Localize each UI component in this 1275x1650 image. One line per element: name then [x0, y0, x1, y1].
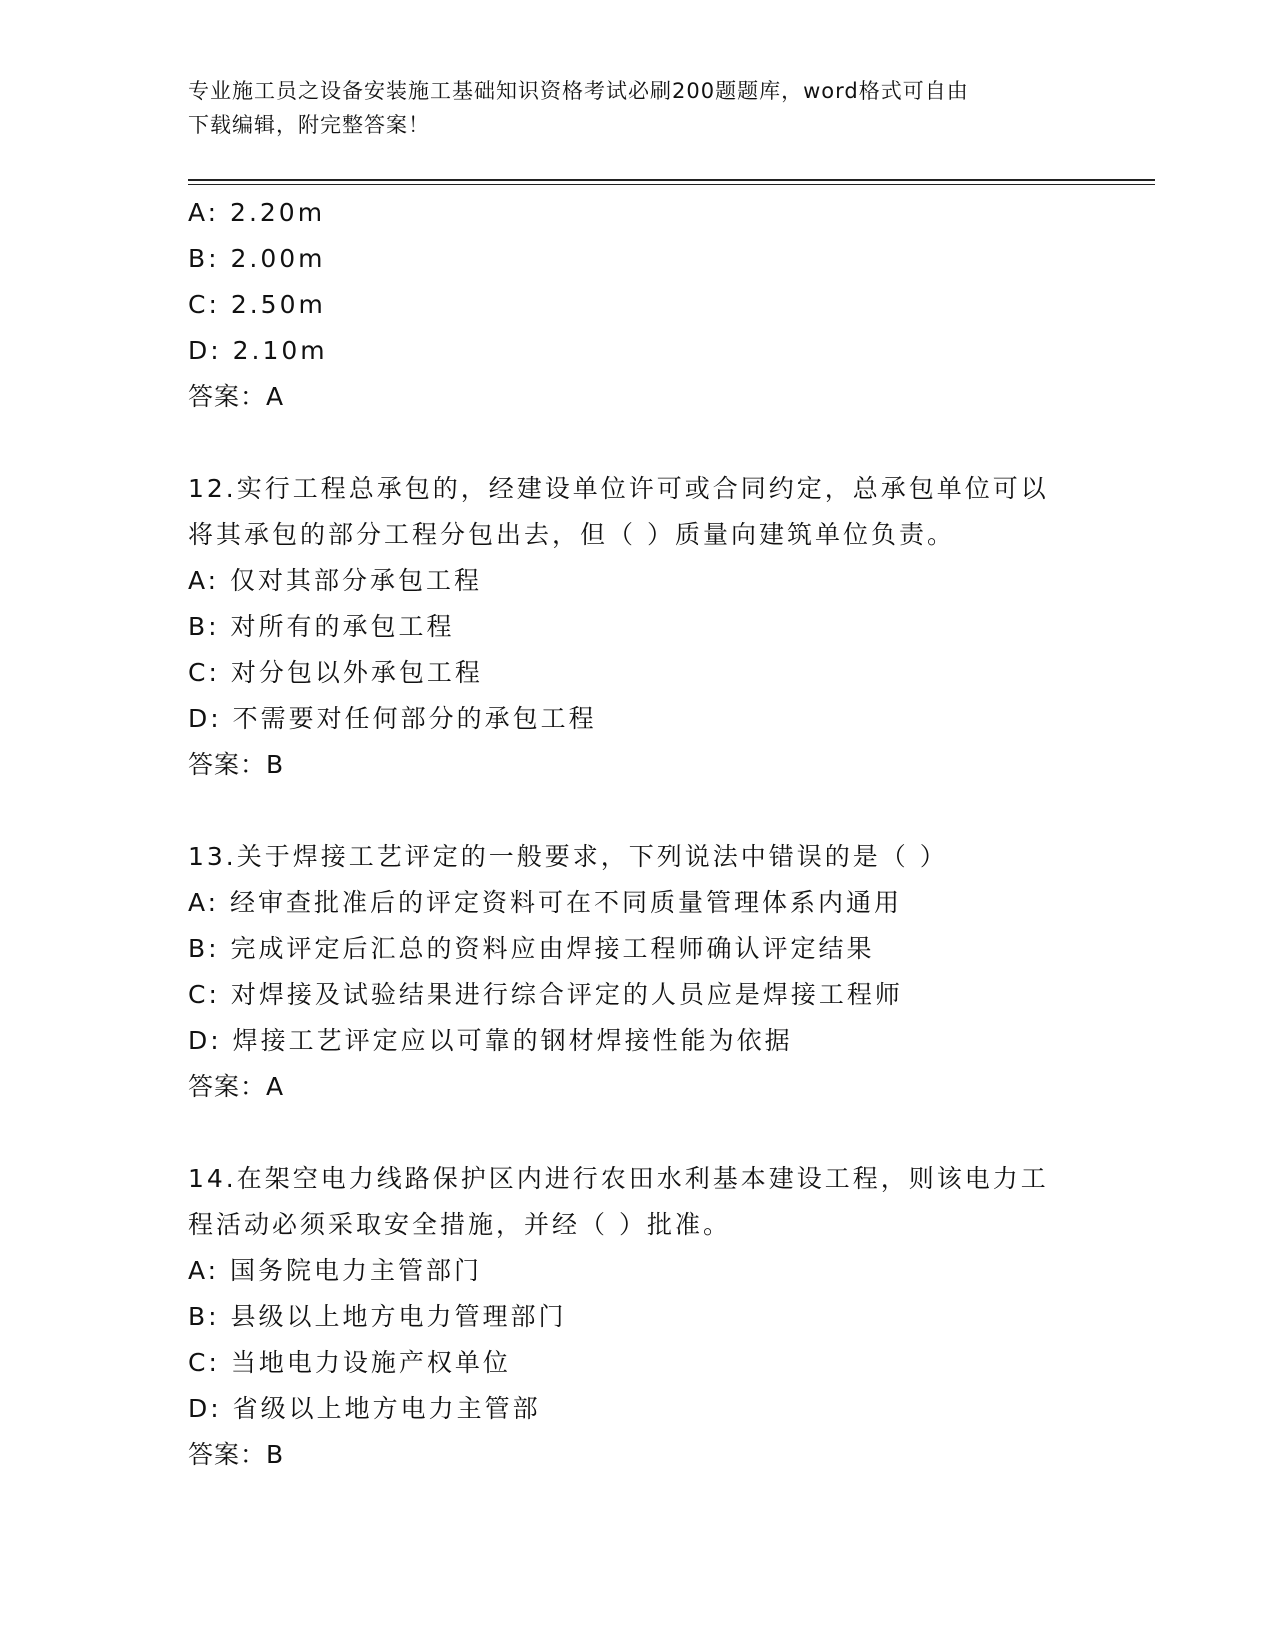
option-a: A: 经审查批准后的评定资料可在不同质量管理体系内通用 — [188, 888, 903, 917]
question-stem-line: 将其承包的部分工程分包出去，但（ ）质量向建筑单位负责。 — [188, 520, 955, 549]
spacer — [188, 1110, 1088, 1156]
option-d: D: 不需要对任何部分的承包工程 — [188, 704, 597, 733]
option-c: C: 2.50m — [188, 290, 326, 319]
option-c: C: 对分包以外承包工程 — [188, 658, 483, 687]
option-b: B: 县级以上地方电力管理部门 — [188, 1302, 567, 1331]
option-a: A: 2.20m — [188, 198, 326, 227]
option-b: B: 完成评定后汇总的资料应由焊接工程师确认评定结果 — [188, 934, 875, 963]
option-d: D: 2.10m — [188, 336, 328, 365]
header-rule-thin — [188, 184, 1155, 185]
question-stem-line: 14.在架空电力线路保护区内进行农田水利基本建设工程，则该电力工 — [188, 1164, 1049, 1193]
spacer — [188, 420, 1088, 466]
question-block-13 — [188, 834, 1088, 1110]
answer-line: 答案：A — [188, 1072, 285, 1101]
header-rule-thick — [188, 179, 1155, 181]
option-c: C: 当地电力设施产权单位 — [188, 1348, 511, 1377]
option-b: B: 对所有的承包工程 — [188, 612, 455, 641]
spacer — [188, 788, 1088, 834]
document-header — [188, 74, 1088, 142]
option-a: A: 国务院电力主管部门 — [188, 1256, 483, 1285]
answer-line: 答案：B — [188, 1440, 285, 1469]
answer-line: 答案：B — [188, 750, 285, 779]
option-a: A: 仅对其部分承包工程 — [188, 566, 483, 595]
answer-line: 答案：A — [188, 382, 285, 411]
option-d: D: 省级以上地方电力主管部 — [188, 1394, 541, 1423]
header-line-1: 专业施工员之设备安装施工基础知识资格考试必刷200题题库，word格式可自由 — [188, 79, 969, 103]
option-b: B: 2.00m — [188, 244, 326, 273]
question-stem-line: 12.实行工程总承包的，经建设单位许可或合同约定，总承包单位可以 — [188, 474, 1049, 503]
option-c: C: 对焊接及试验结果进行综合评定的人员应是焊接工程师 — [188, 980, 903, 1009]
question-stem-line: 程活动必须采取安全措施，并经（ ）批准。 — [188, 1210, 731, 1239]
question-stem-line: 13.关于焊接工艺评定的一般要求，下列说法中错误的是（ ） — [188, 842, 948, 871]
question-block-14 — [188, 1156, 1088, 1478]
question-block-11 — [188, 190, 1088, 420]
header-line-2: 下载编辑，附完整答案！ — [188, 113, 430, 137]
option-d: D: 焊接工艺评定应以可靠的钢材焊接性能为依据 — [188, 1026, 793, 1055]
question-block-12 — [188, 466, 1088, 788]
question-list — [188, 190, 1088, 1478]
